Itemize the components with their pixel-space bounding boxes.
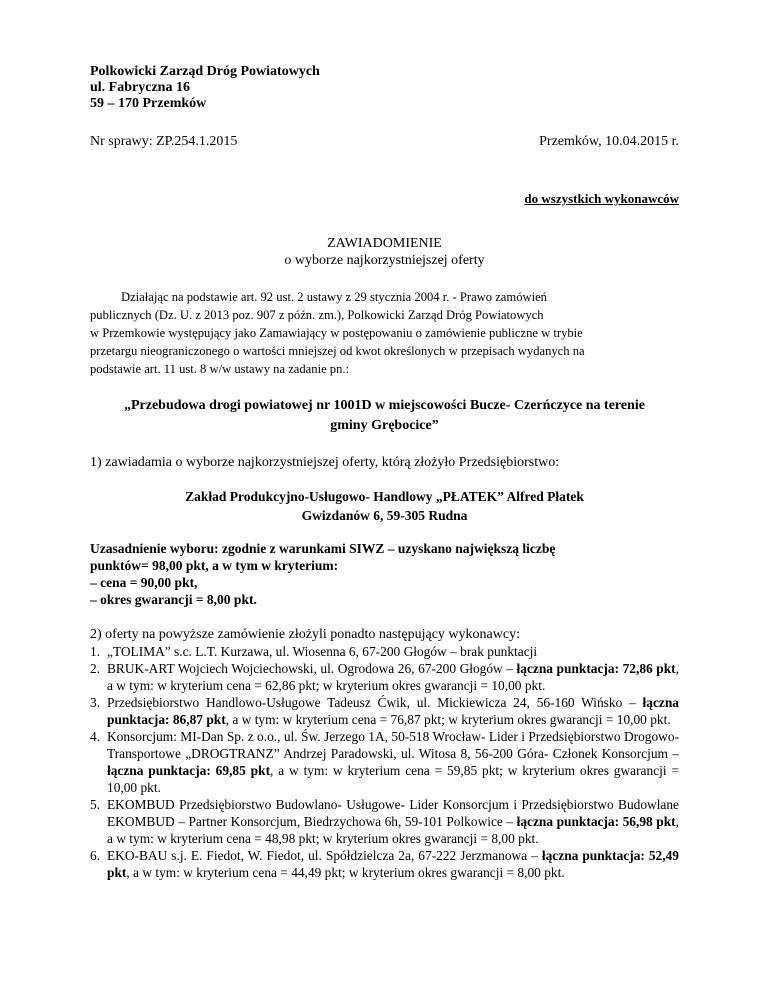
meta-row [90, 134, 679, 150]
bidder-details: , a w tym: w kryterium cena = 76,87 pkt; w kryterium okres gwarancji = 10,00 pkt. [225, 712, 671, 727]
notice-title: ZAWIADOMIENIE [327, 236, 442, 251]
bidder-text: Przedsiębiorstwo Handlowo-Usługowe Tadeusz Ćwik, ul. Mickiewicza 24, 56-160 Wińsko – [107, 695, 643, 710]
point-2: 2) oferty na powyższe zamówienie złożyli ponadto następujący wykonawcy: [90, 627, 520, 642]
bidder-text: BRUK-ART Wojciech Wojciechowski, ul. Ogrodowa 26, 67-200 Głogów – [107, 661, 517, 676]
sender-city: 59 – 170 Przemków [90, 96, 207, 111]
sender-name: Polkowicki Zarząd Dróg Powiatowych [90, 64, 320, 79]
winner-address: Gwizdanów 6, 59-305 Rudna [301, 508, 468, 523]
intro-paragraph [90, 288, 679, 378]
list-item [90, 694, 679, 728]
intro-line: Działając na podstawie art. 92 ust. 2 ustawy z 29 stycznia 2004 r. - Prawo zamówień [121, 290, 547, 304]
justification-line: punktów= 98,00 pkt, a w tym w kryterium: [90, 558, 339, 573]
list-number: 5. [90, 797, 101, 812]
intro-line: publicznych (Dz. U. z 2013 poz. 907 z późn. zm.), Polkowicki Zarząd Dróg Powiatowych [90, 308, 544, 322]
bidder-score: łączna punktacja: 69,85 pkt [107, 763, 271, 778]
project-title [90, 396, 679, 436]
justification-line: Uzasadnienie wyboru: zgodnie z warunkami SIWZ – uzyskano największą liczbę [90, 541, 556, 556]
bidder-details: , a w tym: w kryterium cena = 48,98 pkt; w kryterium okres gwarancji = 8,00 pkt. [107, 814, 679, 846]
notice-subtitle: o wyborze najkorzystniejszej oferty [284, 253, 485, 268]
notice-title-block [90, 235, 679, 269]
intro-line: w Przemkowie występujący jako Zamawiający w postępowaniu o zamówienie publiczne w trybie [90, 326, 583, 340]
point-1: 1) zawiadamia o wyborze najkorzystniejszej oferty, którą złożyło Przedsiębiorstwo: [90, 455, 560, 470]
sender-address [90, 64, 679, 112]
list-item [90, 847, 679, 881]
project-title-line: „Przebudowa drogi powiatowej nr 1001D w miejscowości Bucze- Czerńczyce na terenie [123, 398, 645, 413]
sender-street: ul. Fabryczna 16 [90, 80, 190, 95]
list-item [90, 796, 679, 847]
bidder-score: łączna punktacja: 72,86 pkt [516, 661, 676, 676]
bidder-score: łączna punktacja: 52,49 pkt [107, 848, 679, 880]
justification [90, 540, 679, 608]
bidder-list [90, 643, 679, 881]
bidder-text: EKOMBUD Przedsiębiorstwo Budowlano- Usługowe- Lider Konsorcjum i Przedsiębiorstwo Budowlane EKOMBUD – Partner Konsorcjum, Biedrzychowa 6h, 59-101 Polkowice – [107, 797, 679, 829]
list-number: 1. [90, 644, 101, 659]
winner-name: Zakład Produkcyjno-Usługowo- Handlowy „PŁATEK” Alfred Płatek [185, 489, 584, 504]
list-number: 2. [90, 661, 101, 676]
bidder-details: , a w tym: w kryterium cena = 62,86 pkt; w kryterium okres gwarancji = 10,00 pkt. [107, 661, 679, 693]
project-title-line: gminy Grębocice” [330, 418, 439, 433]
winning-bidder [90, 487, 679, 525]
bidder-text: Konsorcjum: MI-Dan Sp. z o.o., ul. Św. Jerzego 1A, 50-518 Wrocław- Lider i Przedsiębiorstwo Drogowo-Transportowe „DROGTRANZ” Andrzej Paradowski, ul. Witosa 8, 56-200 Góra- Członek Konsorcjum – [107, 729, 679, 761]
list-item [90, 728, 679, 796]
intro-line: podstawie art. 11 ust. 8 w/w ustawy na zadanie pn.: [90, 362, 350, 376]
recipients: do wszystkich wykonawców [524, 191, 679, 206]
list-number: 6. [90, 848, 101, 863]
list-number: 4. [90, 729, 101, 744]
bidder-text: „TOLIMA” s.c. L.T. Kurzawa, ul. Wiosenna 6, 67-200 Głogów – brak punktacji [107, 644, 538, 659]
case-number: Nr sprawy: ZP.254.1.2015 [90, 134, 238, 149]
justification-line: – cena = 90,00 pkt, [90, 575, 198, 590]
place-date: Przemków, 10.04.2015 r. [539, 134, 679, 149]
list-item [90, 660, 679, 694]
justification-line: – okres gwarancji = 8,00 pkt. [90, 592, 257, 607]
bidder-details: , a w tym: w kryterium cena = 44,49 pkt; w kryterium okres gwarancji = 8,00 pkt. [126, 865, 565, 880]
bidder-text: EKO-BAU s.j. E. Fiedot, W. Fiedot, ul. Spółdzielcza 2a, 67-222 Jerzmanowa – [107, 848, 542, 863]
list-item [90, 643, 679, 660]
list-number: 3. [90, 695, 101, 710]
bidder-details: , a w tym: w kryterium cena = 59,85 pkt; w kryterium okres gwarancji = 10,00 pkt. [107, 763, 679, 795]
bidder-score: łączna punktacja: 56,98 pkt [516, 814, 676, 829]
bidder-score: łączna punktacja: 86,87 pkt [107, 695, 679, 727]
document-page [90, 64, 679, 881]
intro-line: przetargu nieograniczonego o wartości mniejszej od kwot określonych w przepisach wydanych na [90, 344, 585, 358]
